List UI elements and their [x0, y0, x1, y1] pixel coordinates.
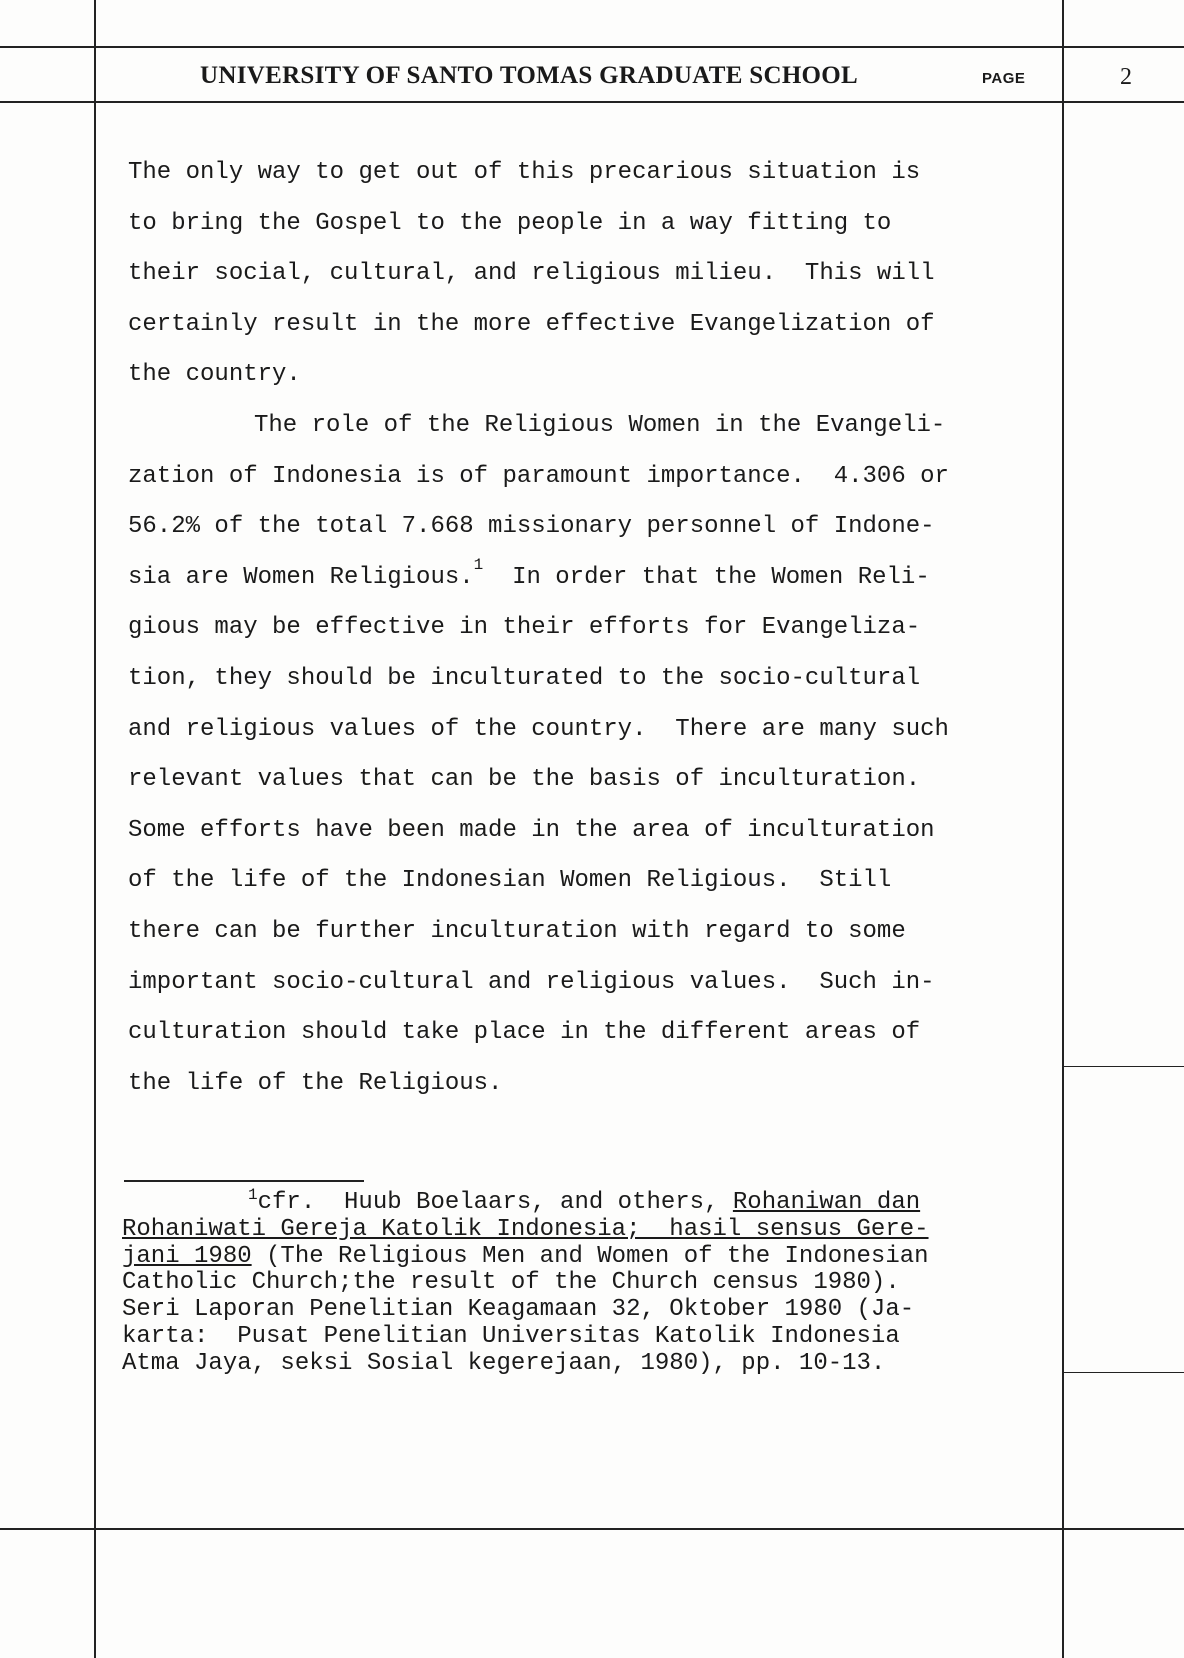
- paragraph-2-text: sia are Women Religious.: [128, 563, 474, 591]
- paragraph-1-line: their social, cultural, and religious milieu. This will: [128, 260, 935, 288]
- footnote-line: karta: Pusat Penelitian Universitas Katolik Indonesia: [122, 1322, 900, 1350]
- paragraph-2-text: In order that the Women Reli-: [483, 563, 930, 591]
- footnote-separator: [124, 1180, 364, 1182]
- footnote-line: Atma Jaya, seksi Sosial kegerejaan, 1980), pp. 10-13.: [122, 1349, 886, 1377]
- paragraph-2-line: The role of the Religious Women in the Evangeli-: [254, 411, 946, 439]
- body-text: [128, 148, 1048, 1109]
- paragraph-2-line: and religious values of the country. There are many such: [128, 715, 949, 743]
- footnote-text: (The Religious Men and Women of the Indonesian: [251, 1242, 929, 1270]
- right-column-rule-2: [1062, 1372, 1184, 1373]
- footnote-line: Catholic Church;the result of the Church census 1980).: [122, 1269, 900, 1297]
- paragraph-2-line: relevant values that can be the basis of inculturation.: [128, 766, 921, 794]
- footnote-book-title: Rohaniwati Gereja Katolik Indonesia; hasil sensus Gere-: [122, 1215, 929, 1243]
- page-number: 2: [1120, 64, 1132, 90]
- footnote-number: 1: [248, 1186, 258, 1204]
- paragraph-1-line: to bring the Gospel to the people in a way fitting to: [128, 209, 892, 237]
- bottom-rule: [0, 1528, 1184, 1530]
- paragraph-2-line: 56.2% of the total 7.668 missionary personnel of Indone-: [128, 513, 935, 541]
- paragraph-1-line: The only way to get out of this precarious situation is: [128, 159, 921, 186]
- paragraph-2-line: Some efforts have been made in the area of inculturation: [128, 816, 935, 844]
- footnote-line: Seri Laporan Penelitian Keagamaan 32, Oktober 1980 (Ja-: [122, 1296, 915, 1324]
- paragraph-2-line: there can be further inculturation with regard to some: [128, 917, 906, 945]
- right-column-rule-1: [1062, 1066, 1184, 1067]
- paragraph-2-line: culturation should take place in the different areas of: [128, 1019, 921, 1047]
- paragraph-2-line: important socio-cultural and religious values. Such in-: [128, 968, 935, 996]
- footnote: [122, 1186, 1042, 1378]
- header-bottom-rule: [0, 101, 1184, 103]
- paragraph-2-line: [128, 553, 1048, 604]
- left-margin-rule: [94, 0, 96, 1658]
- header-top-rule: [0, 46, 1184, 48]
- footnote-line: [122, 1244, 1042, 1271]
- footnote-reference: 1: [473, 555, 484, 574]
- right-margin-rule: [1062, 0, 1064, 1658]
- paragraph-2-line: tion, they should be inculturated to the socio-cultural: [128, 664, 921, 692]
- paragraph-1-line: the country.: [128, 361, 301, 389]
- paragraph-2-line: the life of the Religious.: [128, 1069, 503, 1097]
- footnote-text: cfr. Huub Boelaars, and others,: [257, 1189, 733, 1216]
- header-page-label: PAGE: [982, 70, 1026, 87]
- footnote-book-title: Rohaniwan dan: [732, 1189, 921, 1216]
- paragraph-1-line: certainly result in the more effective Evangelization of: [128, 310, 935, 338]
- paragraph-2-line: gious may be effective in their efforts for Evangeliza-: [128, 614, 921, 642]
- footnote-line: [122, 1186, 1042, 1217]
- paragraph-2-line: zation of Indonesia is of paramount importance. 4.306 or: [128, 462, 949, 490]
- paragraph-2-line: of the life of the Indonesian Women Religious. Still: [128, 867, 892, 895]
- footnote-book-title: jani 1980: [122, 1242, 252, 1270]
- header-title: UNIVERSITY OF SANTO TOMAS GRADUATE SCHOOL: [200, 62, 859, 89]
